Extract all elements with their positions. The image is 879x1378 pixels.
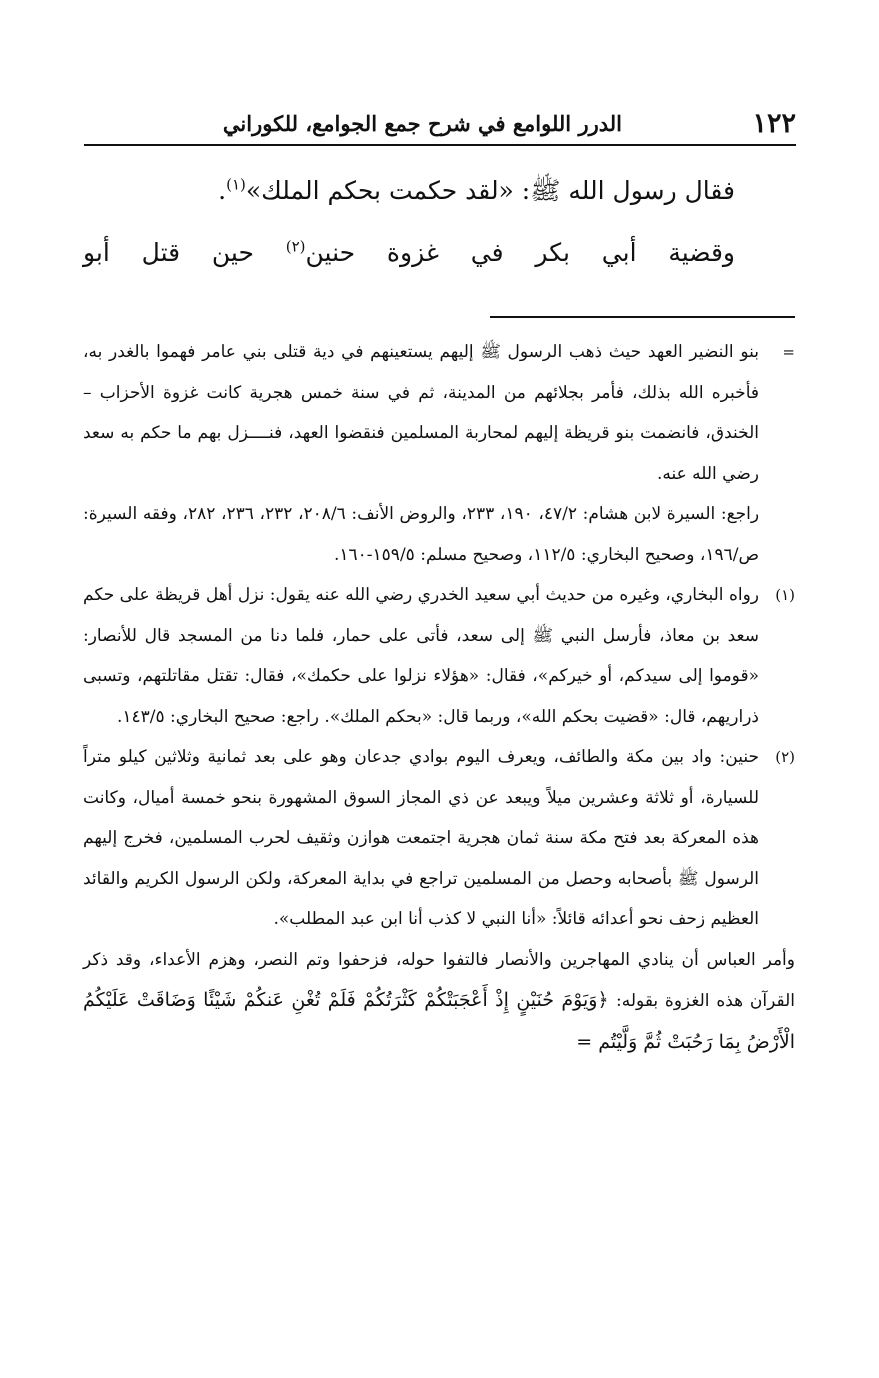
footnotes-rule [490,316,795,318]
footnote-2-text: حنين: واد بين مكة والطائف، ويعرف اليوم بوادي جدعان وهو على بعد ثمانية وثلاثين كيلو متراً للسيارة، أو ثلاثة وعشرين ميلاً ويبعد عن ذي المجاز السوق المشهورة بنحو خمسة أميال، وكانت هذه المعركة بعد فتح مكة سنة ثمان هجرية اجتمعت هوازن وثقيف لحرب المسلمين، فخرج إليهم الرسول ﷺ بأصحابه وحصل من المسلمين تراجع في بداية المعركة، ولكن الرسول الكريم والقائد العظيم زحف نحو أعدائه قائلاً: «أنا النبي لا كذب أنا ابن عبد المطلب». [83,747,759,929]
footnote-continued [83,332,795,575]
footnote-continued-references: راجع: السيرة لابن هشام: ٤٧/٢، ١٩٠، ٢٣٣، والروض الأنف: ٢٠٨/٦، ٢٣٢، ٢٣٦، ٢٨٢، وفقه السيرة: ص/١٩٦، وصحيح البخاري: ١١٢/٥، وصحيح مسلم: ١٥٩/٥-١٦٠. [83,504,760,565]
quran-verse: ﴿وَيَوْمَ حُنَيْنٍ إِذْ أَعْجَبَتْكُمْ كَثْرَتُكُمْ فَلَمْ تُغْنِ عَنكُمْ شَيْئًا وَضَاقَتْ عَلَيْكُمُ الْأَرْضُ بِمَا رَحُبَتْ ثُمَّ وَلَّيْتُم = [83,989,795,1053]
footnote-2-continuation: وأمر العباس أن ينادي المهاجرين والأنصار فالتفوا حوله، فزحفوا وتم النصر، وهزم الأعداء، وقد ذكر القرآن هذه الغزوة بقوله: ﴿وَيَوْمَ حُنَيْنٍ إِذْ أَعْجَبَتْكُمْ كَثْرَتُكُمْ فَلَمْ تُغْنِ عَنكُمْ شَيْئًا وَضَاقَتْ عَلَيْكُمُ الْأَرْضُ بِمَا رَحُبَتْ ثُمَّ وَلَّيْتُم = [83,949,795,1053]
footnote-ref-2: (٢) [285,237,306,256]
footnote-2 [83,737,795,940]
footnotes [83,332,795,1063]
footnote-2-marker: (٢) [775,748,795,766]
main-text [83,160,735,284]
page-number: ١٢٢ [752,108,796,139]
main-line-2: وقضية أبي بكر في غزوة حنين$^{(٢)}$ حين قتل أبو [83,237,735,267]
continuation-marker: = [782,343,795,361]
footnote-1-text: رواه البخاري، وغيره من حديث أبي سعيد الخدري رضي الله عنه يقول: نزل أهل قريظة على حكم سعد بن معاذ، فأرسل النبي ﷺ إلى سعد، فأتى على حمار، فلما دنا من المسجد قال للأنصار: «قوموا إلى سيدكم، أو خيركم»، فقال: «هؤلاء نزلوا على حكمك»، فقال: تقتل مقاتلتهم، وتسبى ذراريهم، قال: «قضيت بحكم الله»، وربما قال: «بحكم الملك». راجع: صحيح البخاري: ١٤٣/٥. [83,585,759,727]
main-line-1: فقال رسول الله ﷺ: «لقد حكمت بحكم الملك»$^{(١)}$. [218,175,735,205]
header-rule [84,144,796,146]
page-header [84,104,796,144]
footnote-1 [83,575,795,737]
running-title: الدرر اللوامع في شرح جمع الجوامع، للكوراني [222,111,622,136]
footnote-1-marker: (١) [775,586,795,604]
footnote-continued-text: بنو النضير العهد حيث ذهب الرسول ﷺ إليهم يستعينهم في دية قتلى بني عامر فهموا بالغدر به، فأخبره الله بذلك، فأمر بجلائهم من المدينة، ثم في سنة خمس هجرية كانت غزوة الأحزاب – الخندق، فانضمت بنو قريظة إليهم لمحاربة المسلمين فنقضوا العهد، فنــــزل بهم ما حكم به سعد رضي الله عنه. [83,342,759,484]
footnote-ref-1: (١) [226,175,246,194]
